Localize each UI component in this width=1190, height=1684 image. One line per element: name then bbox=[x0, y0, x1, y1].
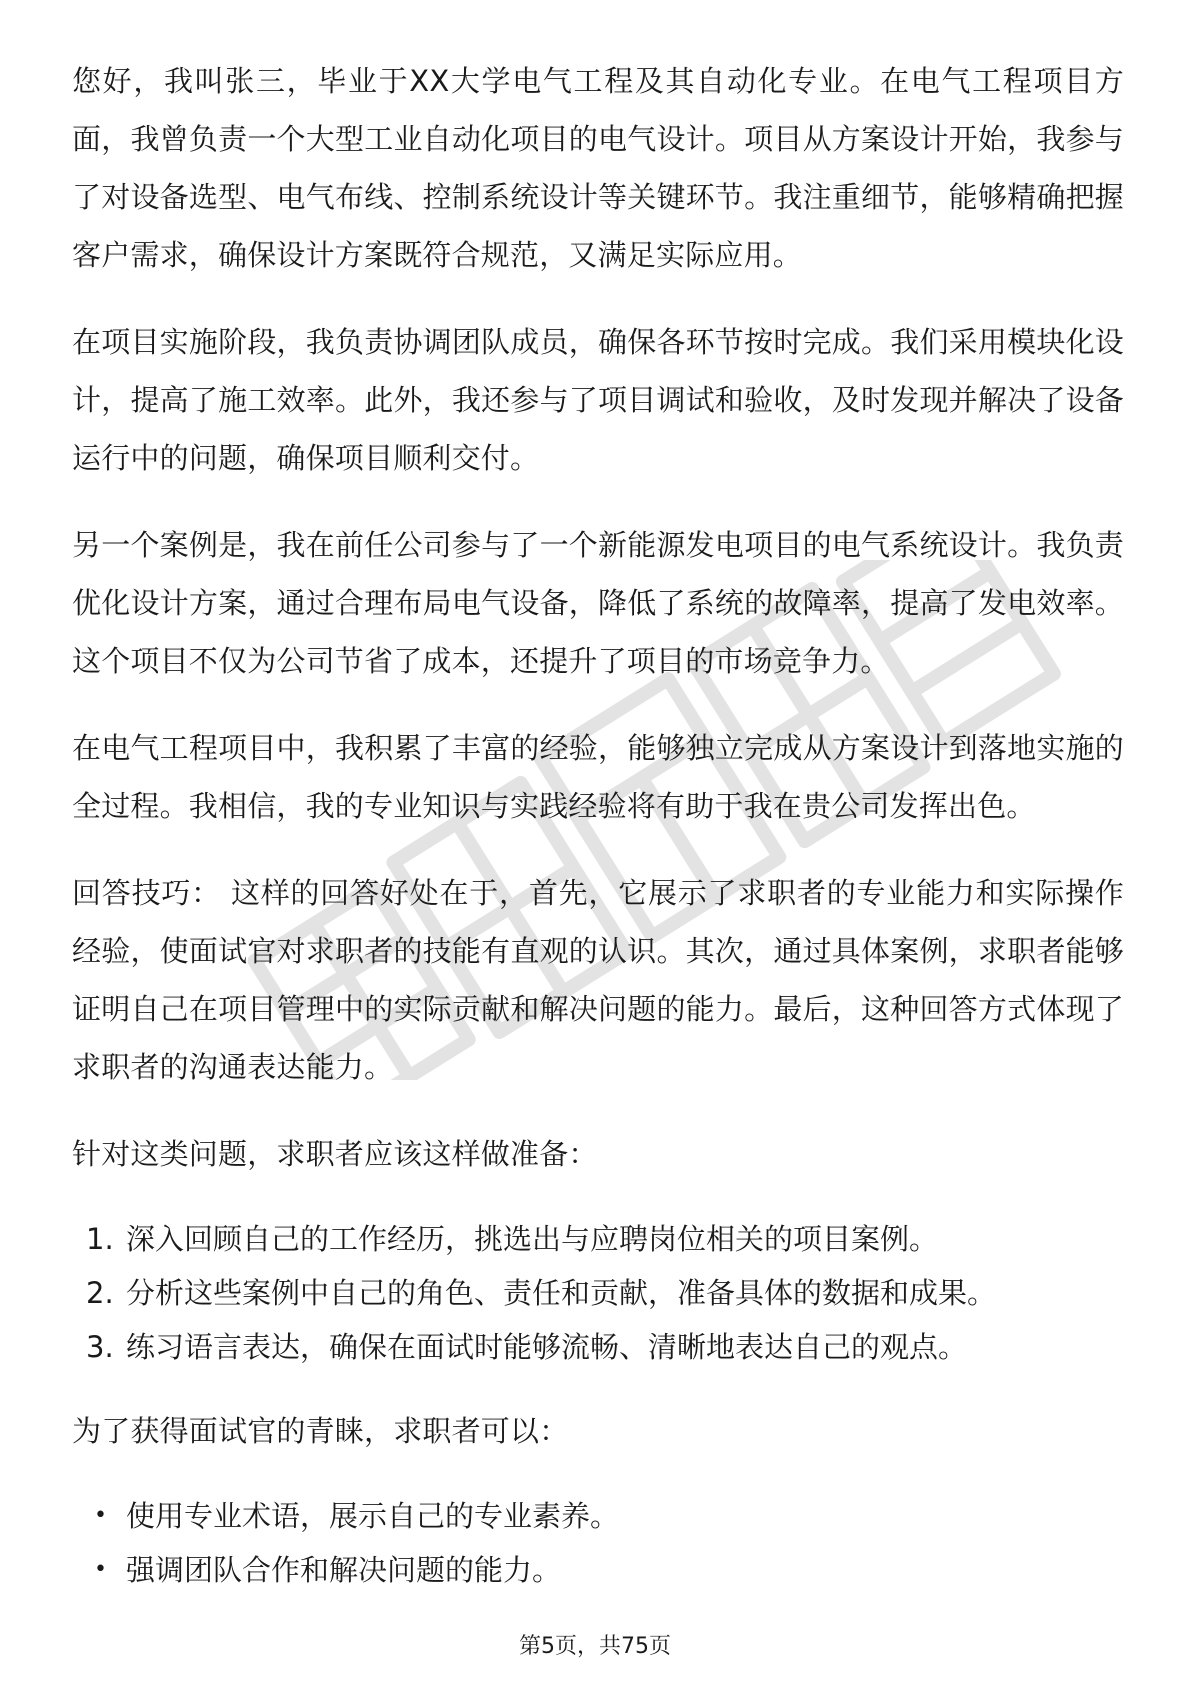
document-body bbox=[72, 52, 1124, 1625]
list-item-text: 深入回顾自己的工作经历，挑选出与应聘岗位相关的项目案例。 bbox=[126, 1222, 939, 1256]
list-item-text: 强调团队合作和解决问题的能力。 bbox=[126, 1553, 562, 1587]
paragraph-tips-intro: 为了获得面试官的青睐，求职者可以： bbox=[72, 1414, 569, 1448]
paragraph-summary: 在电气工程项目中，我积累了丰富的经验，能够独立完成从方案设计到落地实施的全过程。我相信，我的专业知识与实践经验将有助于我在贵公司发挥出色。 bbox=[72, 731, 1124, 823]
list-item bbox=[72, 1543, 1124, 1597]
paragraph-case: 另一个案例是，我在前任公司参与了一个新能源发电项目的电气系统设计。我负责优化设计方案，通过合理布局电气设备，降低了系统的故障率，提高了发电效率。这个项目不仅为公司节省了成本，还提升了项目的市场竞争力。 bbox=[72, 528, 1124, 678]
page-number: 第5页，共75页 bbox=[519, 1634, 671, 1659]
prep-list bbox=[72, 1212, 1124, 1374]
paragraph-implementation: 在项目实施阶段，我负责协调团队成员，确保各环节按时完成。我们采用模块化设计，提高了施工效率。此外，我还参与了项目调试和验收，及时发现并解决了设备运行中的问题，确保项目顺利交付。 bbox=[72, 325, 1124, 475]
list-number: 1. bbox=[86, 1222, 114, 1256]
paragraph-prep-intro: 针对这类问题，求职者应该这样做准备： bbox=[72, 1137, 598, 1171]
list-item bbox=[72, 1266, 1124, 1320]
bullet-icon: • bbox=[94, 1503, 107, 1528]
paragraph-intro: 您好，我叫张三，毕业于XX大学电气工程及其自动化专业。在电气工程项目方面，我曾负责一个大型工业自动化项目的电气设计。项目从方案设计开始，我参与了对设备选型、电气布线、控制系统设计等关键环节。我注重细节，能够精确把握客户需求，确保设计方案既符合规范，又满足实际应用。 bbox=[72, 64, 1124, 272]
list-item-text: 练习语言表达，确保在面试时能够流畅、清晰地表达自己的观点。 bbox=[126, 1330, 968, 1364]
list-number: 3. bbox=[86, 1330, 114, 1364]
list-item-text: 分析这些案例中自己的角色、责任和贡献，准备具体的数据和成果。 bbox=[126, 1276, 997, 1310]
list-item-text: 使用专业术语，展示自己的专业素养。 bbox=[126, 1499, 620, 1533]
list-item bbox=[72, 1489, 1124, 1543]
list-item bbox=[72, 1320, 1124, 1374]
bullet-icon: • bbox=[94, 1557, 107, 1582]
tips-list bbox=[72, 1489, 1124, 1597]
paragraph-answer-tips: 回答技巧： 这样的回答好处在于，首先，它展示了求职者的专业能力和实际操作经验，使面试官对求职者的技能有直观的认识。其次，通过具体案例，求职者能够证明自己在项目管理中的实际贡献和解决问题的能力。最后，这种回答方式体现了求职者的沟通表达能力。 bbox=[72, 876, 1124, 1084]
list-item bbox=[72, 1212, 1124, 1266]
list-number: 2. bbox=[86, 1276, 114, 1310]
